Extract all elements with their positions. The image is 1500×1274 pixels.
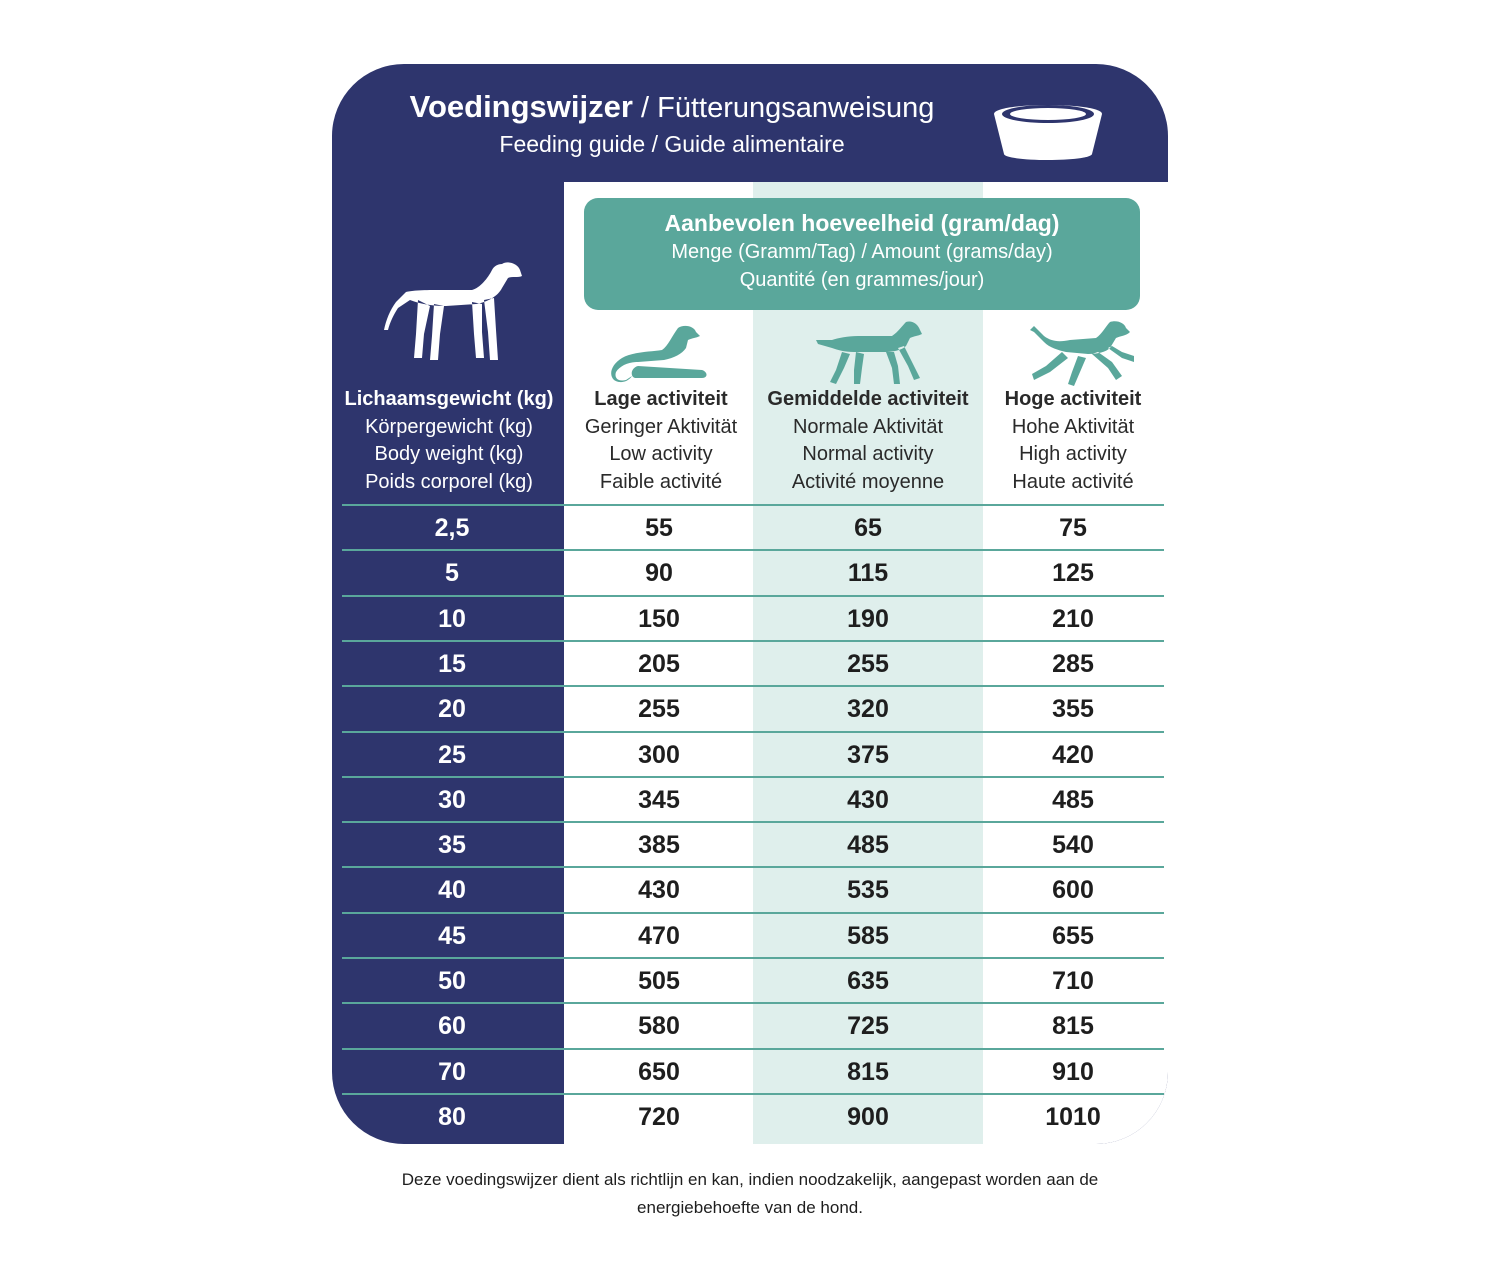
- table-row: [332, 640, 1168, 685]
- title-block: [332, 86, 1012, 159]
- row-divider: [342, 1048, 1164, 1050]
- walking-dog-icon: [814, 318, 924, 388]
- low-header-nl: Lage activiteit: [594, 388, 728, 410]
- guide-title: [332, 86, 1012, 129]
- high-activity-cell: 1010: [1045, 1102, 1101, 1131]
- medium-header-fr: Activité moyenne: [791, 470, 945, 493]
- weight-cell: 40: [438, 876, 466, 905]
- amount-title: Aanbevolen hoeveelheid (gram/dag): [664, 210, 1060, 236]
- weight-cell: 80: [438, 1102, 466, 1131]
- low-activity-cell: 90: [645, 559, 673, 588]
- high-header-fr: Haute activité: [1012, 470, 1134, 493]
- feeding-guide-card: [332, 64, 1168, 1144]
- table-row: [332, 731, 1168, 776]
- high-activity-cell: 600: [1052, 876, 1094, 905]
- medium-activity-cell: 585: [847, 921, 889, 950]
- row-divider: [342, 912, 1164, 914]
- high-activity-cell: 655: [1052, 921, 1094, 950]
- medium-activity-cell: 430: [847, 785, 889, 814]
- high-activity-cell: 355: [1052, 695, 1094, 724]
- low-activity-cell: 55: [645, 514, 673, 542]
- high-header-de: Hohe Aktivität: [1011, 415, 1135, 438]
- weight-cell: 15: [438, 649, 466, 678]
- table-row: [332, 912, 1168, 957]
- table-row: [332, 776, 1168, 821]
- low-activity-cell: 385: [638, 831, 680, 860]
- high-activity-cell: 75: [1059, 514, 1087, 542]
- weight-header-de: Körpergewicht (kg): [365, 415, 533, 438]
- weight-cell: 25: [438, 740, 466, 769]
- weight-cell: 10: [438, 604, 466, 633]
- medium-header-en: Normal activity: [802, 443, 934, 465]
- running-dog-icon: [1026, 318, 1136, 388]
- high-header-nl: Hoge activiteit: [1004, 388, 1142, 410]
- row-divider: [342, 504, 1164, 506]
- weight-header-nl: Lichaamsgewicht (kg): [344, 388, 554, 410]
- table-row: [332, 821, 1168, 866]
- low-activity-cell: 580: [638, 1012, 680, 1041]
- low-header-fr: Faible activité: [599, 470, 723, 493]
- medium-header-nl: Gemiddelde activiteit: [767, 388, 969, 410]
- low-activity-cell: 470: [638, 921, 680, 950]
- high-activity-cell: 420: [1052, 740, 1094, 769]
- row-divider: [342, 731, 1164, 733]
- low-activity-cell: 345: [638, 785, 680, 814]
- guide-subtitle: Feeding guide / Guide alimentaire: [499, 131, 845, 157]
- medium-activity-cell: 190: [847, 604, 889, 633]
- table-row: [332, 504, 1168, 549]
- table-row: [332, 957, 1168, 1002]
- low-activity-cell: 300: [638, 740, 680, 769]
- table-row: [332, 866, 1168, 911]
- footnote: [300, 1166, 1200, 1222]
- row-divider: [342, 595, 1164, 597]
- weight-cell: 2,5: [434, 514, 470, 542]
- table-row: [332, 595, 1168, 640]
- food-bowl-icon: [992, 96, 1104, 162]
- high-activity-cell: 710: [1052, 967, 1094, 995]
- low-header-de: Geringer Aktivität: [584, 415, 738, 438]
- medium-activity-cell: 65: [854, 514, 882, 542]
- high-activity-cell: 285: [1052, 649, 1094, 678]
- weight-cell: 35: [438, 831, 466, 860]
- weight-cell: 70: [438, 1057, 466, 1086]
- high-activity-column-header: [963, 386, 1168, 496]
- low-activity-cell: 150: [638, 604, 680, 633]
- row-divider: [342, 866, 1164, 868]
- high-header-en: High activity: [1019, 443, 1127, 465]
- row-divider: [342, 1093, 1164, 1095]
- row-divider: [342, 549, 1164, 551]
- title-rest: / Fütterungsanweisung: [632, 92, 935, 124]
- lying-dog-icon: [608, 322, 718, 392]
- medium-header-de: Normale Aktivität: [792, 415, 944, 438]
- row-divider: [342, 776, 1164, 778]
- medium-activity-cell: 485: [847, 831, 889, 860]
- high-activity-cell: 815: [1052, 1012, 1094, 1041]
- medium-activity-cell: 535: [847, 876, 889, 905]
- weight-cell: 20: [438, 695, 466, 724]
- medium-activity-column-header: [756, 386, 980, 496]
- medium-activity-cell: 900: [847, 1102, 889, 1131]
- weight-column-header: [339, 386, 559, 496]
- amount-line-de-en: Menge (Gramm/Tag) / Amount (grams/day): [671, 241, 1053, 263]
- row-divider: [342, 640, 1164, 642]
- low-activity-cell: 430: [638, 876, 680, 905]
- medium-activity-cell: 375: [847, 740, 889, 769]
- row-divider: [342, 957, 1164, 959]
- low-activity-cell: 205: [638, 649, 680, 678]
- high-activity-cell: 485: [1052, 785, 1094, 814]
- low-activity-cell: 255: [638, 695, 680, 724]
- row-divider: [342, 685, 1164, 687]
- medium-activity-cell: 725: [847, 1012, 889, 1041]
- weight-cell: 5: [445, 559, 459, 588]
- recommended-amount-box: [584, 198, 1140, 310]
- weight-cell: 45: [438, 921, 466, 950]
- table-row: [332, 1002, 1168, 1047]
- row-divider: [342, 1002, 1164, 1004]
- footnote-line-1: Deze voedingswijzer dient als richtlijn en kan, indien noodzakelijk, aangepast worden aan de: [401, 1170, 1099, 1189]
- medium-activity-cell: 815: [847, 1057, 889, 1086]
- footnote-line-2: energiebehoefte van de hond.: [637, 1198, 863, 1217]
- weight-header-en: Body weight (kg): [374, 443, 524, 465]
- medium-activity-cell: 255: [847, 649, 889, 678]
- low-header-en: Low activity: [609, 443, 713, 465]
- weight-cell: 50: [438, 967, 466, 995]
- table-row: [332, 549, 1168, 594]
- weight-header-fr: Poids corporel (kg): [365, 470, 533, 493]
- amount-line-fr: Quantité (en grammes/jour): [739, 269, 985, 291]
- weight-cell: 60: [438, 1012, 466, 1041]
- table-row: [332, 1093, 1168, 1138]
- high-activity-cell: 125: [1052, 559, 1094, 588]
- medium-activity-cell: 320: [847, 695, 889, 724]
- medium-activity-cell: 635: [847, 967, 889, 995]
- row-divider: [342, 821, 1164, 823]
- high-activity-cell: 210: [1052, 604, 1094, 633]
- high-activity-cell: 540: [1052, 831, 1094, 860]
- low-activity-column-header: [552, 386, 770, 496]
- low-activity-cell: 505: [638, 967, 680, 995]
- table-row: [332, 685, 1168, 730]
- high-activity-cell: 910: [1052, 1057, 1094, 1086]
- weight-cell: 30: [438, 785, 466, 814]
- standing-dog-icon: [384, 254, 524, 374]
- table-row: [332, 1048, 1168, 1093]
- medium-activity-cell: 115: [847, 559, 889, 588]
- low-activity-cell: 650: [638, 1057, 680, 1086]
- low-activity-cell: 720: [638, 1102, 680, 1131]
- title-bold: Voedingswijzer: [409, 89, 633, 124]
